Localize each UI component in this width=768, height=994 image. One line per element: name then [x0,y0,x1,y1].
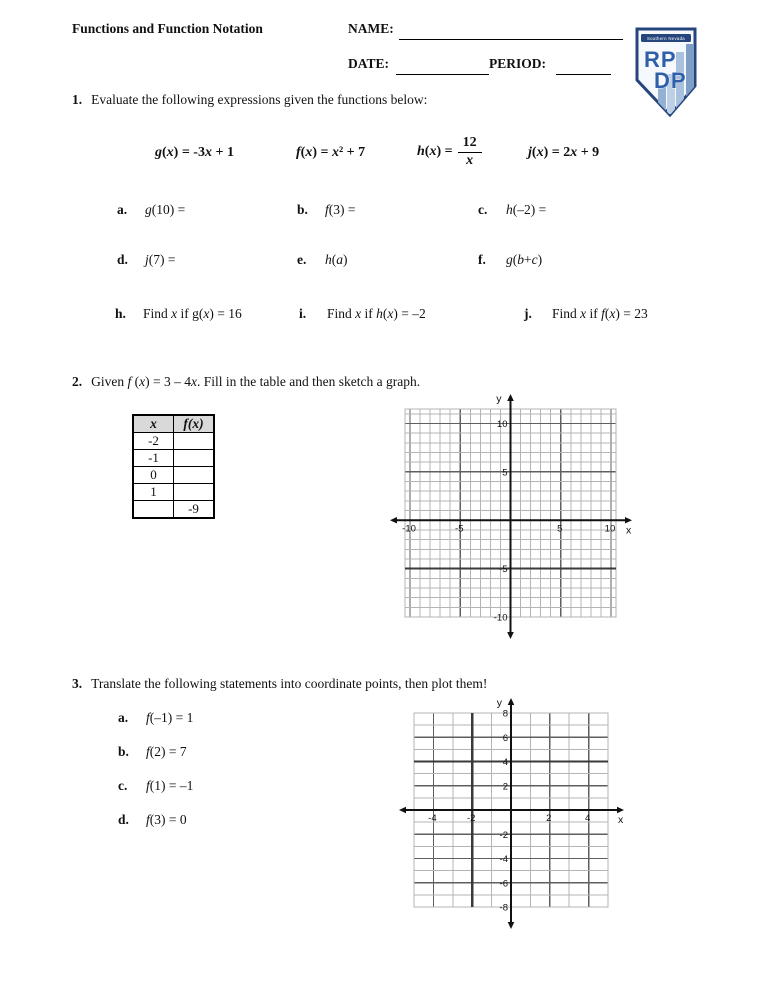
table-cell [133,501,174,519]
p1-item-a: a. g(10) = [117,202,186,217]
p1-item-i: i. Find x if h(x) = –2 [299,306,426,321]
axis-arrow-icon [508,698,515,705]
problem-1-number: 1. [72,92,83,107]
y-tick-label: -2 [499,829,508,841]
p1-item-h: h. Find x if g(x) = 16 [115,306,242,321]
problem-2-number: 2. [72,374,83,389]
table-cell: 1 [133,484,174,501]
problem-2-heading [72,374,420,390]
period-label: PERIOD: [489,56,546,71]
x-tick-label: -5 [455,523,464,535]
x-tick-label: 5 [557,523,563,535]
table-header-cell: f(x) [174,415,215,433]
x-tick-label: 10 [604,523,616,535]
y-axis-label: y [496,393,502,405]
coordinate-grid-1 [383,385,641,647]
x-tick-label: -10 [402,523,416,535]
axis-arrow-icon [390,517,397,524]
p1-item-b: b. f(3) = [297,202,356,217]
function-f: f(x) = x² + 7 [296,145,366,160]
y-tick-label: -4 [499,854,508,865]
function-g: g(x) = -3x + 1 [155,145,234,160]
table-row [133,484,214,501]
y-tick-label: -10 [493,612,508,624]
table-header-cell: x [133,415,174,433]
date-label: DATE: [348,56,390,71]
page-title: Functions and Function Notation [72,21,263,36]
axis-arrow-icon [508,922,515,929]
fraction-numerator: 12 [458,136,482,153]
function-h [417,129,482,175]
y-tick-label: -5 [499,564,508,576]
table-row [133,450,214,467]
p3-item-b: b. f(2) = 7 [118,744,187,759]
rpdp-logo [634,26,698,118]
name-blank-line [399,24,623,40]
p3-item-a: a. f(–1) = 1 [118,710,194,725]
coordinate-grid-2 [393,693,635,930]
y-tick-label: 4 [502,757,508,768]
y-tick-label: -6 [499,878,508,890]
fraction [458,136,482,168]
date-blank-line [396,59,489,75]
p1-item-c: c. h(–2) = [478,202,547,217]
name-label: NAME: [348,21,394,36]
p3-item-c: c. f(1) = –1 [118,778,194,793]
y-tick-label: 2 [502,781,508,793]
table-cell: -1 [133,450,174,467]
table-cell: -2 [133,433,174,450]
table-row [133,467,214,484]
function-h-prefix: h(x) = [417,144,453,159]
fraction-denominator: x [466,152,474,168]
x-tick-label: -4 [428,813,437,824]
y-axis-label: y [496,697,502,709]
p1-item-d: d. j(7) = [117,252,176,267]
table-cell [174,450,215,467]
table-cell [174,467,215,484]
table-cell: 0 [133,467,174,484]
table-cell [174,484,215,501]
axis-arrow-icon [399,807,406,814]
table-cell: -9 [174,501,215,519]
y-tick-label: -8 [499,902,508,914]
function-j: j(x) = 2x + 9 [528,145,600,160]
problem-2-prompt: Given f (x) = 3 – 4x. Fill in the table and then sketch a graph. [91,374,421,389]
x-tick-label: 2 [546,813,552,824]
table-cell [174,433,215,450]
problem-3-number: 3. [72,676,83,691]
logo-dp-text: DP [654,68,687,93]
axis-arrow-icon [625,517,632,524]
period-blank-line [556,59,611,75]
y-tick-label: 6 [502,732,508,744]
problem-1-heading [72,92,427,108]
problem-1-prompt: Evaluate the following expressions given the functions below: [91,92,428,107]
logo-rp-text: RP [644,47,677,72]
x-axis-label: x [626,524,632,537]
axis-arrow-icon [507,394,514,401]
axis-arrow-icon [617,807,624,814]
function-table [132,414,215,519]
table-row [133,501,214,519]
x-tick-label: -2 [466,813,476,824]
x-axis-label: x [618,814,624,826]
x-tick-label: 4 [584,813,591,824]
axis-arrow-icon [507,632,514,639]
problem-3-heading [72,676,487,692]
y-tick-label: 8 [502,708,508,720]
y-tick-label: 10 [496,419,508,431]
problem-3-prompt: Translate the following statements into coordinate points, then plot them! [91,676,488,691]
y-tick-label: 5 [502,467,508,479]
p3-item-d: d. f(3) = 0 [118,812,187,827]
p1-item-f: f. g(b+c) [478,252,543,267]
table-row [133,433,214,450]
p1-item-j: j. Find x if f(x) = 23 [524,306,648,321]
p1-item-e: e. h(a) [297,252,348,267]
logo-top-text: Southern Nevada [647,35,685,41]
